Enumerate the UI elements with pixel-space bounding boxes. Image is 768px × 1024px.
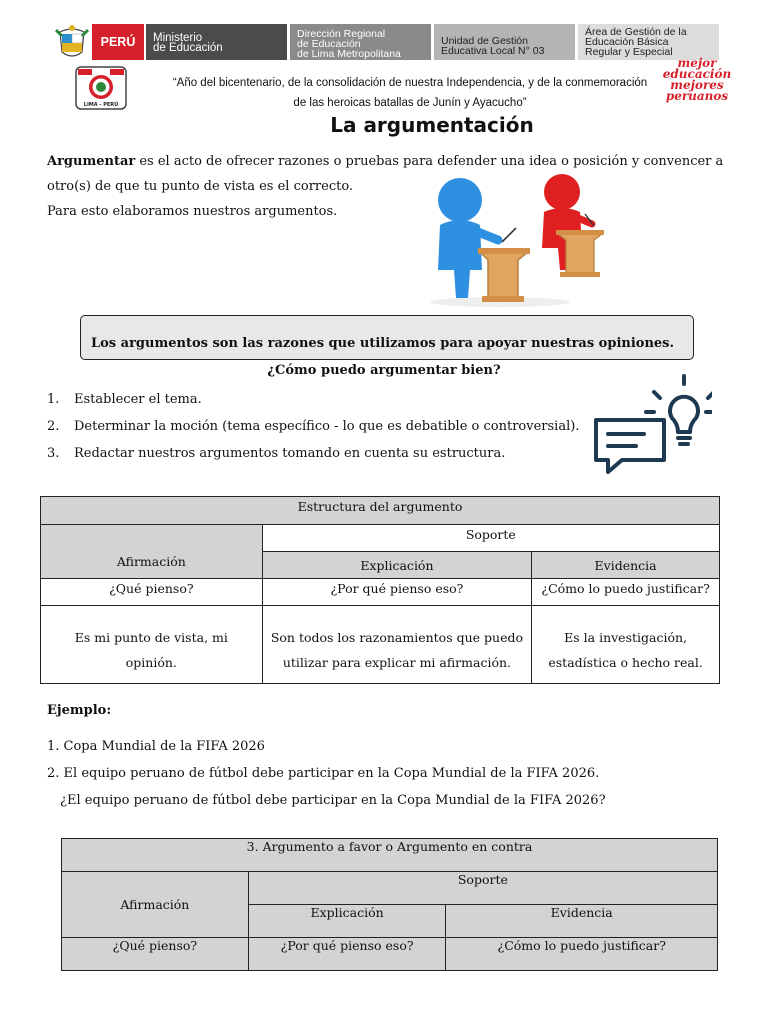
example-item-2: 2. El equipo peruano de fútbol debe participar en la Copa Mundial de la FIFA 2026.	[47, 766, 600, 781]
col-soporte: Soporte	[262, 525, 719, 552]
definition-box: Los argumentos son las razones que utilizamos para apoyar nuestras opiniones.	[80, 315, 694, 360]
ministerio-label: Ministerio de Educación	[146, 24, 287, 60]
list-item: 1. Establecer el tema.	[47, 392, 202, 407]
page-title: La argumentación	[330, 113, 534, 137]
intro-definition: es el acto de ofrecer razones o pruebas para defender una idea o posición y convencer a	[135, 154, 724, 169]
idea-chat-icon	[588, 372, 712, 480]
peru-coat-of-arms-icon	[54, 24, 90, 62]
debaters-illustration	[420, 170, 610, 310]
how-to-argue-heading: ¿Cómo puedo argumentar bien?	[267, 363, 501, 378]
argument-table-title: 3. Argumento a favor o Argumento en contra	[62, 839, 718, 872]
example-item-1: 1. Copa Mundial de la FIFA 2026	[47, 739, 265, 754]
col-evidencia: Evidencia	[532, 552, 720, 579]
school-seal-icon	[75, 66, 127, 110]
peru-brand-label: PERÚ	[92, 24, 144, 60]
col-explicacion: Explicación	[248, 905, 446, 938]
intro-term: Argumentar	[47, 154, 136, 169]
table-row: ¿Qué pienso? ¿Por qué pienso eso? ¿Cómo lo puedo justificar?	[41, 579, 720, 606]
col-soporte: Soporte	[248, 872, 717, 905]
year-motto-line-2: de las heroicas batallas de Junín y Ayacucho”	[293, 97, 527, 109]
table-row: ¿Qué pienso? ¿Por qué pienso eso? ¿Cómo lo puedo justificar?	[62, 938, 718, 971]
table-row: Es mi punto de vista, mi opinión. Son todos los razonamientos que puedo utilizar para explicar mi afirmación. Es la investigación, estadística o hecho real.	[41, 606, 720, 684]
col-evidencia: Evidencia	[446, 905, 718, 938]
example-question: ¿El equipo peruano de fútbol debe participar en la Copa Mundial de la FIFA 2026?	[60, 793, 606, 808]
example-heading: Ejemplo:	[47, 703, 112, 718]
list-item: 3. Redactar nuestros argumentos tomando en cuenta su estructura.	[47, 446, 506, 461]
steps-list	[47, 386, 607, 467]
svg-text:LIMA - PERÚ: LIMA - PERÚ	[83, 102, 119, 108]
argument-table	[61, 838, 718, 971]
structure-table-title: Estructura del argumento	[41, 497, 720, 525]
ugel-label: Unidad de Gestión Educativa Local N° 03	[434, 24, 575, 60]
year-motto	[130, 73, 690, 113]
direccion-regional-label: Dirección Regional de Educación de Lima Metropolitana	[290, 24, 431, 60]
intro-line-1	[47, 149, 727, 174]
list-item: 2. Determinar la moción (tema específico - lo que es debatible o controversial).	[47, 419, 580, 434]
col-afirmacion: Afirmación	[62, 872, 249, 938]
structure-table	[40, 496, 720, 684]
area-gestion-label: Área de Gestión de la Educación Básica Regular y Especial	[578, 24, 719, 60]
intro-line-3: Para esto elaboramos nuestros argumentos.	[47, 204, 338, 219]
slogan-logo: mejor educación mejores peruanos	[662, 56, 732, 103]
col-afirmacion: Afirmación	[41, 525, 263, 579]
col-explicacion: Explicación	[262, 552, 532, 579]
year-motto-line-1: “Año del bicentenario, de la consolidación de nuestra Independencia, y de la conmemoración	[172, 77, 648, 89]
intro-line-2: otro(s) de que tu punto de vista es el correcto.	[47, 179, 354, 194]
